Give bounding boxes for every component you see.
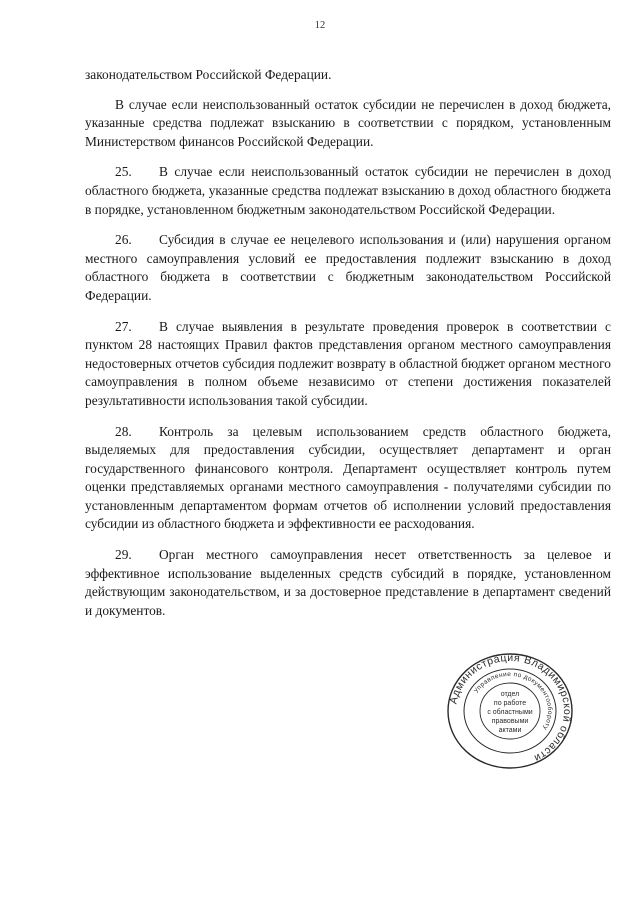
paragraph-number: 29. <box>115 547 132 563</box>
paragraph-number: 28. <box>115 423 132 439</box>
seal-graphic <box>446 652 574 770</box>
paragraph-28 <box>85 423 611 535</box>
document-body <box>85 66 611 632</box>
paragraph-text: Орган местного самоуправления несет ответственность за целевое и эффективное использование выделенных средств субсидий в порядке, установленном действующим законодательством, и за достоверное представление в департамент сведений и документов. <box>85 547 611 618</box>
paragraph-26 <box>85 231 611 305</box>
page-number: 12 <box>314 20 326 31</box>
paragraph-number: 26. <box>115 232 132 248</box>
paragraph-number: 25. <box>115 164 132 180</box>
seal-center-line: правовыми <box>491 718 529 725</box>
paragraph-number: 27. <box>115 318 132 334</box>
paragraph-29 <box>85 546 611 620</box>
paragraph-text: В случае выявления в результате проведения проверок в соответствии с пунктом 28 настоящих Правил фактов представления органом местного самоуправления недостоверных отчетов субсидия подлежит возврату в областной бюджет органом местного самоуправления в полном объеме независимо от степени достижения показателей результативности использования такой субсидии. <box>85 318 611 408</box>
seal-center-line: по работе <box>493 700 527 707</box>
paragraph-text: Субсидия в случае ее нецелевого использования и (или) нарушения органом местного самоуправления условий ее предоставления подлежит взысканию в доход областного бюджета в соответствии с бюджетным законодательством Российской Федерации. <box>85 232 611 303</box>
paragraph-25 <box>85 163 611 219</box>
official-seal-stamp <box>446 652 574 770</box>
seal-outer-text: Администрация Владимирской области <box>447 652 574 765</box>
seal-center-line: актами <box>498 727 522 734</box>
seal-center-line: отдел <box>500 691 520 698</box>
paragraph-text: В случае если неиспользованный остаток субсидии не перечислен в доход областного бюджета, указанные средства подлежат взысканию в доход областного бюджета в порядке, установленном бюджетным законодательством Российской Федерации. <box>85 164 611 217</box>
seal-inner-text: Управление по документообороту <box>472 670 554 732</box>
paragraph-text: Контроль за целевым использованием средств областного бюджета, выделяемых для предоставления субсидии, осуществляет департамент и орган государственного финансового контроля. Департамент осуществляет контроль путем оценки представляемых органами местного самоуправления - получателями субсидии по установленным департаментом формам отчетов об исполнении условий предоставления субсидии из областного бюджета и эффективности ее расходования. <box>85 423 611 532</box>
paragraph-plain: В случае если неиспользованный остаток субсидии не перечислен в доход бюджета, указанные средства подлежат взысканию в соответствии с порядком, установленным Министерством финансов Российской Федерации. <box>85 96 611 149</box>
paragraph-continuation: законодательством Российской Федерации. <box>85 67 332 82</box>
paragraph-27 <box>85 318 611 411</box>
seal-center-line: с областными <box>487 709 533 716</box>
